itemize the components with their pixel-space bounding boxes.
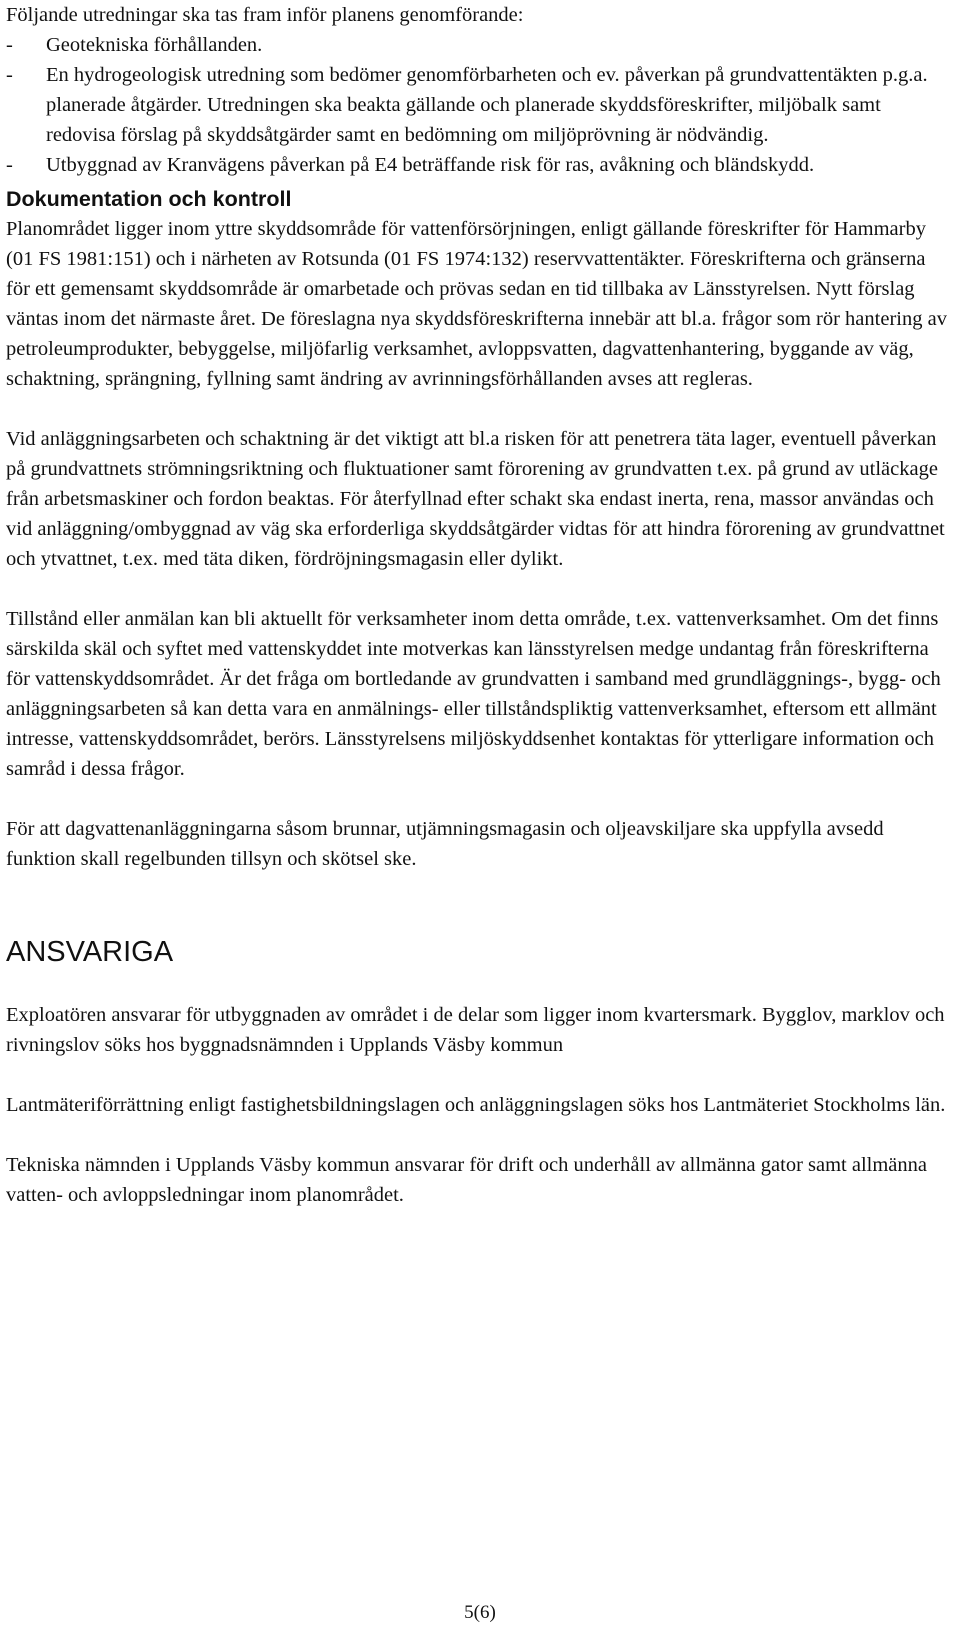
page-number: 5(6)	[464, 1602, 496, 1623]
list-item-text: En hydrogeologisk utredning som bedömer genomförbarheten och ev. påverkan på grundvattentäkten p.g.a. planerade åtgärder. Utredningen ska beakta gällande och planerade skyddsföreskrifter, miljöbalk samt redovisa förslag på skyddsåtgärder samt en bedömning om miljöprövning är nödvändig.	[46, 64, 928, 146]
list-item	[6, 150, 954, 180]
document-page	[6, 0, 954, 1210]
paragraph: Vid anläggningsarbeten och schaktning är det viktigt att bl.a risken för att penetrera täta lager, eventuell påverkan på grundvattnets strömningsriktning och fluktuationer samt förorening av grundvatten t.ex. på grund av utläckage från arbetsmaskiner och fordon beaktas. För återfyllnad efter schakt ska endast inerta, rena, massor användas och vid anläggning/ombyggnad av väg ska erforderliga skyddsåtgärder vidtas för att hindra förorening av grundvattnet och ytvattnet, t.ex. med täta diken, fördröjningsmagasin eller dylikt.	[6, 428, 945, 570]
paragraph: Lantmäteriförrättning enligt fastighetsbildningslagen och anläggningslagen söks hos Lantmäteriet Stockholms län.	[6, 1094, 946, 1116]
section-heading-dokumentation: Dokumentation och kontroll	[6, 187, 292, 211]
paragraph: Tillstånd eller anmälan kan bli aktuellt för verksamheter inom detta område, t.ex. vattenverksamhet. Om det finns särskilda skäl och syftet med vattenskyddet inte motverkas kan länsstyrelsen medge undantag från föreskrifterna för vattenskyddsområdet. Är det fråga om bortledande av grundvatten i samband med grundläggnings-, bygg- och anläggningsarbeten så kan detta vara en anmälnings- eller tillståndspliktig vattenverksamhet, eftersom ett allmänt intresse, vattenskyddsområdet, berörs. Länsstyrelsens miljöskyddsenhet kontaktas för ytterligare information och samråd i dessa frågor.	[6, 608, 941, 780]
bullet-dash: -	[6, 34, 13, 56]
paragraph: Exploatören ansvarar för utbyggnaden av området i de delar som ligger inom kvartersmark. Bygglov, marklov och rivningslov söks hos byggnadsnämnden i Upplands Väsby kommun	[6, 1004, 945, 1056]
paragraph: För att dagvattenanläggningarna såsom brunnar, utjämningsmagasin och oljeavskiljare ska uppfylla avsedd funktion skall regelbunden tillsyn och skötsel ske.	[6, 818, 884, 870]
list-item	[6, 60, 954, 150]
bullet-dash: -	[6, 64, 13, 86]
paragraph: Planområdet ligger inom yttre skyddsområde för vattenförsörjningen, enligt gällande föreskrifter för Hammarby (01 FS 1981:151) och i närheten av Rotsunda (01 FS 1974:132) reservvattentäkter. Föreskrifterna och gränserna för ett gemensamt skyddsområde är omarbetade och prövas sedan en tid tillbaka av Länsstyrelsen. Nytt förslag väntas inom det närmaste året. De föreslagna nya skyddsföreskrifterna innebär att bl.a. frågor som rör hantering av petroleumprodukter, bebyggelse, miljöfarlig verksamhet, avloppsvatten, dagvattenhantering, byggande av väg, schaktning, sprängning, fyllning samt ändring av avrinningsförhållanden avses att regleras.	[6, 218, 947, 390]
bullet-dash: -	[6, 154, 13, 176]
list-item	[6, 30, 954, 60]
intro-text: Följande utredningar ska tas fram inför planens genomförande:	[6, 4, 524, 26]
list-item-text: Geotekniska förhållanden.	[46, 34, 263, 56]
paragraph: Tekniska nämnden i Upplands Väsby kommun ansvarar för drift och underhåll av allmänna gator samt allmänna vatten- och avloppsledningar inom planområdet.	[6, 1154, 927, 1206]
section-heading-ansvariga: ANSVARIGA	[6, 936, 174, 968]
list-item-text: Utbyggnad av Kranvägens påverkan på E4 beträffande risk för ras, avåkning och bländskydd.	[46, 154, 815, 176]
